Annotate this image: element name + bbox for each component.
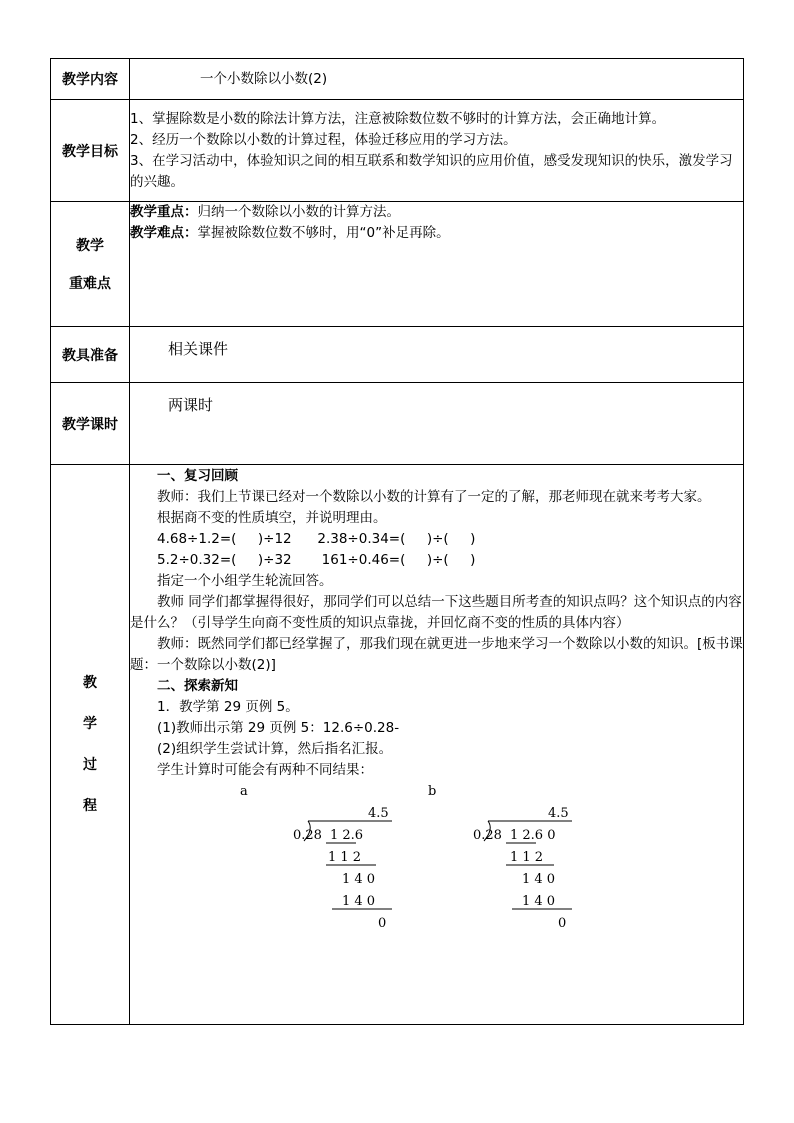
key-points-cell [130, 202, 744, 327]
step-line: (2)组织学生尝试计算，然后指名汇报。 [157, 741, 393, 757]
division-b-step3: 1 4 0 [522, 894, 556, 909]
step-line: 学生计算时可能会有两种不同结果： [157, 762, 373, 778]
lesson-title: 一个小数除以小数(2) [200, 70, 328, 87]
label-process-char: 过 [83, 756, 97, 773]
paragraph: 根据商不变的性质填空，并说明理由。 [157, 510, 387, 526]
long-division-area [130, 781, 743, 931]
lesson-plan-table [50, 58, 744, 1025]
goal-item: 3、在学习活动中，体验知识之间的相互联系和数学知识的应用价值，感受发现知识的快乐，激发学习的兴趣。 [130, 152, 733, 190]
division-a-remainder: 0 [378, 916, 387, 931]
step-line: 1．教学第 29 页例 5。 [157, 699, 299, 715]
difficulty-line [130, 223, 743, 244]
long-division-figure [130, 781, 730, 931]
label-goals: 教学目标 [51, 100, 130, 202]
label-process-char: 学 [83, 715, 97, 732]
label-process-char: 程 [83, 797, 97, 814]
difficulty-label: 教学难点： [130, 225, 198, 241]
label-process [51, 465, 130, 1025]
division-a-divisor: 0.28 [293, 828, 322, 843]
division-b-remainder: 0 [558, 916, 567, 931]
division-b-step1: 1 1 2 [510, 850, 544, 865]
division-a-tag: a [240, 784, 248, 799]
row-tools [51, 327, 744, 383]
label-hours: 教学课时 [51, 383, 130, 465]
division-b-step2: 1 4 0 [522, 872, 556, 887]
tools-cell [130, 327, 744, 383]
division-a-step3: 1 4 0 [342, 894, 376, 909]
label-key-line1: 教学 [76, 238, 104, 254]
exercise-line: 4.68÷1.2=( )÷12 2.38÷0.34=( )÷( ) [157, 531, 476, 547]
exercise-line: 5.2÷0.32=( )÷32 161÷0.46=( )÷( ) [157, 552, 476, 568]
row-key-points [51, 202, 744, 327]
row-process [51, 465, 744, 1025]
paragraph: 教师：我们上节课已经对一个数除以小数的计算有了一定的了解，那老师现在就来考考大家。 [157, 489, 711, 505]
content-cell [130, 59, 744, 100]
division-b-quotient: 4.5 [548, 806, 569, 821]
focus-text: 归纳一个数除以小数的计算方法。 [197, 204, 400, 220]
goal-item: 1、掌握除数是小数的除法计算方法，注意被除数位数不够时的计算方法，会正确地计算。 [130, 110, 666, 127]
division-b-dividend: 1 2.6 0 [510, 828, 556, 843]
label-tools: 教具准备 [51, 327, 130, 383]
paragraph: 教师 同学们都掌握得很好，那同学们可以总结一下这些题目所考查的知识点吗？这个知识点的内容是什么？（引导学生向商不变性质的知识点靠拢，并回忆商不变的性质的具体内容） [130, 594, 742, 631]
division-a-dividend: 1 2.6 [330, 828, 364, 843]
row-content [51, 59, 744, 100]
label-key-line2: 重难点 [69, 276, 111, 292]
row-hours [51, 383, 744, 465]
division-b-divisor: 0.28 [473, 828, 502, 843]
step-line: (1)教师出示第 29 页例 5：12.6÷0.28- [157, 720, 400, 736]
section2-title: 二、探索新知 [157, 678, 238, 694]
section1-title: 一、复习回顾 [157, 468, 238, 484]
division-a-quotient: 4.5 [368, 806, 389, 821]
label-key-points [51, 202, 130, 327]
label-content: 教学内容 [51, 59, 130, 100]
hours-cell [130, 383, 744, 465]
goal-item: 2、经历一个数除以小数的计算过程，体验迁移应用的学习方法。 [130, 131, 517, 148]
focus-label: 教学重点： [130, 204, 198, 220]
label-process-char: 教 [83, 674, 97, 691]
difficulty-text: 掌握被除数位数不够时，用“0”补足再除。 [197, 225, 450, 241]
paragraph: 指定一个小组学生轮流回答。 [157, 573, 333, 589]
process-cell [130, 465, 744, 1025]
division-a-step2: 1 4 0 [342, 872, 376, 887]
focus-line [130, 202, 743, 223]
tools-text: 相关课件 [168, 340, 229, 358]
division-b-tag: b [428, 784, 437, 799]
goals-cell [130, 100, 744, 202]
paragraph: 教师：既然同学们都已经掌握了，那我们现在就更进一步地来学习一个数除以小数的知识。[板书课题：一个数除以小数(2)] [130, 636, 743, 673]
hours-text: 两课时 [168, 396, 214, 414]
row-goals [51, 100, 744, 202]
division-a-step1: 1 1 2 [328, 850, 362, 865]
